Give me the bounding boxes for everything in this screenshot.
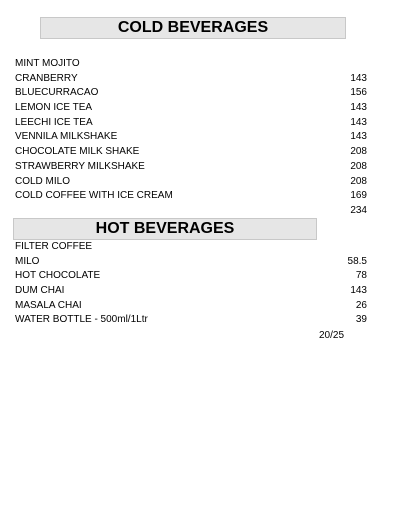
- item-price: 208: [350, 160, 367, 172]
- item-name: CRANBERRY: [15, 72, 78, 84]
- cold-beverages-list: [15, 57, 367, 219]
- list-item: [15, 269, 367, 284]
- cold-beverages-heading: COLD BEVERAGES: [40, 17, 346, 39]
- list-item: [15, 175, 367, 190]
- item-price: 169: [350, 190, 367, 202]
- item-price: 208: [350, 175, 367, 187]
- item-price: 26: [355, 299, 367, 311]
- list-item: [15, 116, 367, 131]
- page-number: 20/25: [319, 330, 345, 341]
- list-item: [15, 101, 367, 116]
- list-item: [15, 72, 367, 87]
- item-price: 143: [350, 285, 367, 297]
- item-name: CHOCOLATE MILK SHAKE: [15, 146, 140, 158]
- list-item: [15, 160, 367, 175]
- hot-beverages-heading: HOT BEVERAGES: [13, 218, 317, 240]
- item-price: 234: [350, 204, 367, 216]
- item-name: HOT CHOCOLATE: [15, 270, 101, 282]
- list-item: [15, 240, 367, 255]
- item-name: MILO: [15, 255, 40, 267]
- item-name: MINT MOJITO: [15, 58, 80, 69]
- item-name: LEMON ICE TEA: [15, 102, 93, 114]
- item-price: 143: [350, 102, 367, 114]
- list-item: [15, 57, 367, 72]
- item-price: 58.5: [347, 255, 367, 267]
- list-item: [15, 255, 367, 270]
- item-name: LEECHI ICE TEA: [15, 116, 93, 128]
- item-name: STRAWBERRY MILKSHAKE: [15, 160, 145, 172]
- item-price: 143: [350, 131, 367, 143]
- item-name: DUM CHAI: [15, 285, 65, 297]
- list-item: [15, 86, 367, 101]
- item-price: 143: [350, 72, 367, 84]
- list-item: [15, 299, 367, 314]
- list-item: [15, 284, 367, 299]
- item-name: FILTER COFFEE: [15, 241, 93, 252]
- item-name: BLUECURRACAO: [15, 87, 99, 99]
- list-item: [15, 130, 367, 145]
- item-price: 78: [355, 270, 367, 282]
- list-item: [15, 313, 367, 328]
- item-price: 208: [350, 146, 367, 158]
- hot-beverages-list: [15, 240, 367, 328]
- item-name: MASALA CHAI: [15, 299, 82, 311]
- item-price: 143: [350, 116, 367, 128]
- list-item: [15, 145, 367, 160]
- list-item: [15, 189, 367, 204]
- item-name: WATER BOTTLE - 500ml/1Ltr: [15, 314, 148, 326]
- item-name: COLD COFFEE WITH ICE CREAM: [15, 190, 173, 202]
- item-name: VENNILA MILKSHAKE: [15, 131, 118, 143]
- item-price: 39: [355, 314, 367, 326]
- list-item: [15, 204, 367, 219]
- item-price: 156: [350, 87, 367, 99]
- item-name: COLD MILO: [15, 175, 71, 187]
